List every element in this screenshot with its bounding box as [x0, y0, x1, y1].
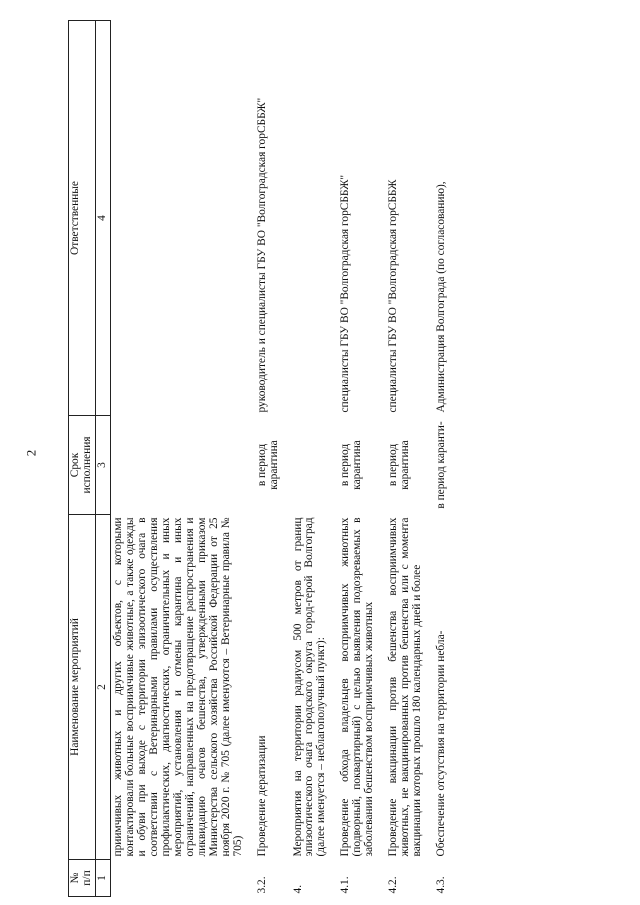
row-measure: приимчивых животных и других объектов, с которыми контактировали больные восприимчивые животные, а также одежды и обуви при выходе с территории эпизоотического очага в соответствии с Ветеринарными правилами осуществления профилактических, диагностических, ограничительных и иных мероприятий, установления и отмены карантина и иных ограничений, направленных на предотвращение распространения и ликвидацию очагов бешенства, утвержденными приказом Министерства сельского хозяйства Российской Федерации от 25 ноября 2020 г. № 705 (далее именуются – Ветеринарные правила № 705): [111, 517, 244, 857]
column-number-row: [95, 21, 110, 897]
table-row: [245, 21, 281, 897]
measures-table: [68, 20, 448, 897]
row-responsible: специалисты ГБУ ВО "Волгоградская горСББЖ": [339, 174, 352, 413]
header-resp: Ответственные: [69, 21, 96, 416]
row-responsible: [281, 21, 329, 416]
table-row: [376, 21, 424, 897]
row-responsible: специалисты ГБУ ВО "Волгоградская горСББЖ: [387, 179, 400, 413]
header-row: [69, 21, 96, 897]
row-responsible: [110, 21, 244, 416]
col-number-3: 3: [95, 416, 110, 515]
table-row: [110, 21, 244, 897]
row-measure: Обеспечение отсутствия на территории небла-: [435, 630, 448, 857]
row-measure: Мероприятия на территории радиусом 500 метров от границ эпизоотического очага городского округа город-герой Волгоград (далее именуется – неблагополучный пункт):: [291, 517, 328, 857]
row-term: [281, 416, 329, 515]
row-measure: Проведение вакцинации против бешенства восприимчивых животных, не вакцинированных против бешенства или с момента вакцинации которых прошло 180 календарных дней и более: [387, 517, 424, 857]
header-num: № п/п: [69, 860, 96, 897]
row-number: 3.2.: [255, 876, 268, 894]
table-row: [281, 21, 329, 897]
row-term: [110, 416, 244, 515]
row-number: [110, 860, 244, 897]
row-measure: Проведение дератизации: [255, 735, 268, 857]
row-measure: Проведение обхода владельцев восприимчивых животных (подворный, поквартирный) с целью выявления подозреваемых в заболевании бешенством восприимчивых животных: [339, 517, 376, 857]
row-number: 4.2.: [387, 876, 400, 894]
row-number: 4.3.: [435, 876, 448, 894]
col-number-4: 4: [95, 21, 110, 416]
table-row: [424, 21, 448, 897]
header-name: Наименование мероприятий: [69, 515, 96, 860]
row-term: в период каранти-: [435, 421, 448, 509]
row-number: 4.1.: [339, 876, 352, 894]
row-number: 4.: [291, 884, 304, 894]
row-responsible: Администрация Волгограда (по согласованию),: [435, 181, 448, 413]
row-responsible: руководитель и специалисты ГБУ ВО "Волгоградская горСББЖ": [255, 97, 268, 413]
col-number-1: 1: [95, 860, 110, 897]
col-number-2: 2: [95, 515, 110, 860]
row-term: в период карантина: [255, 440, 280, 490]
page-number: 2: [23, 449, 39, 457]
row-term: в период карантина: [339, 440, 364, 490]
row-term: в период карантина: [387, 440, 412, 490]
header-term: Срок исполнения: [69, 416, 96, 515]
table-row: [328, 21, 376, 897]
